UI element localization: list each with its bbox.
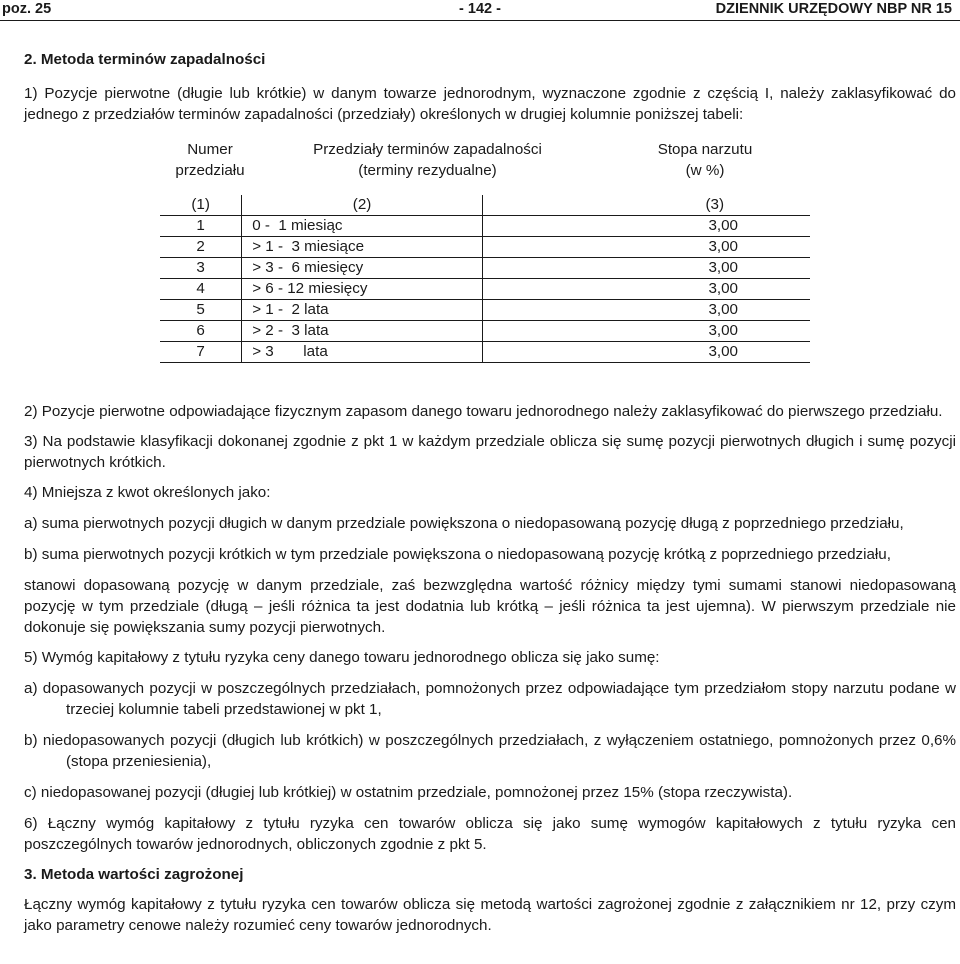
paragraph-2-4-summary: stanowi dopasowaną pozycję w danym przedziale, zaś bezwzględna wartość różnicy między tymi sumami stanowi niedopasowaną pozycję w tym przedziale (długą – jeśli różnica ta jest dodatnia lub krótką – jeśli różnica ta jest ujemna). W pierwszym przedziale nie dokonuje się powiększania sumy pozycji pierwotnych. [24,577,956,636]
paragraph-2-5b: b) niedopasowanych pozycji (długich lub krótkich) w poszczególnych przedziałach, z wyłączeniem ostatniego, pomnożonych przez 0,6% (stopa przeniesienia), [24,732,956,770]
paragraph-2-3: 3) Na podstawie klasyfikacji dokonanej zgodnie z pkt 1 w każdym przedziale oblicza się sumę pozycji pierwotnych długich i sumę pozycji pierwotnych krótkich. [24,433,956,471]
journal-title: DZIENNIK URZĘDOWY NBP NR 15 [715,1,952,17]
paragraph-2-4a: a) suma pierwotnych pozycji długich w danym przedziale powiększona o niedopasowaną pozycję długą z poprzedniego przedziału, [24,515,904,532]
paragraph-2-1: 1) Pozycje pierwotne (długie lub krótkie) w danym towarze jednorodnym, wyznaczone zgodnie z częścią I, należy zaklasyfikować do jednego z przedziałów terminów zapadalności (przedziały) określonych w drugiej kolumnie poniższej tabeli: [24,85,956,123]
table-row: 6 > 2 - 3 lata 3,00 [160,321,810,342]
section-2-title: 2. Metoda terminów zapadalności [24,51,266,68]
paragraph-2-2: 2) Pozycje pierwotne odpowiadające fizycznym zapasom danego towaru jednorodnego należy zaklasyfikować do pierwszego przedziału. [24,403,943,420]
paragraph-2-5: 5) Wymóg kapitałowy z tytułu ryzyka ceny danego towaru jednorodnego oblicza się jako sumę: [24,649,660,666]
table-row: 4 > 6 - 12 miesięcy 3,00 [160,279,810,300]
paragraph-2-5c: c) niedopasowanej pozycji (długiej lub krótkiej) w ostatnim przedziale, pomnożonej przez 15% (stopa rzeczywista). [24,784,793,801]
table-header-col2: Przedziały terminów zapadalności (terminy rezydualne) [313,141,542,179]
table-row: (1) (2) (3) [160,195,810,216]
paragraph-2-4: 4) Mniejsza z kwot określonych jako: [24,484,271,501]
position-label: poz. 25 [2,1,52,17]
table-header-col3: Stopa narzutu (w %) [657,141,753,179]
page-number: - 142 - [459,1,501,17]
paragraph-3-1: Łączny wymóg kapitałowy z tytułu ryzyka cen towarów oblicza się metodą wartości zagrożonej zgodnie z załącznikiem nr 12, przy czym jako parametry cenowe należy rozumieć ceny towarów jednorodnych. [24,896,956,934]
paragraph-2-6: 6) Łączny wymóg kapitałowy z tytułu ryzyka cen towarów oblicza się jako sumę wymogów kapitałowych z tytułu ryzyka cen poszczególnych towarów jednorodnych, obliczonych zgodnie z pkt 5. [24,815,956,853]
table-row: 5 > 1 - 2 lata 3,00 [160,300,810,321]
page-header [0,0,960,21]
table-row: 2 > 1 - 3 miesiące 3,00 [160,237,810,258]
section-3-title: 3. Metoda wartości zagrożonej [24,866,244,883]
table-header-col1: Numer przedziału [175,141,245,179]
document-body [0,49,960,936]
table-grid [160,195,810,363]
table-row: 3 > 3 - 6 miesięcy 3,00 [160,258,810,279]
table-row: 1 0 - 1 miesiąc 3,00 [160,216,810,237]
table-row: 7 > 3 lata 3,00 [160,342,810,363]
paragraph-2-4b: b) suma pierwotnych pozycji krótkich w tym przedziale powiększona o niedopasowaną pozycję krótką z poprzedniego przedziału, [24,546,891,563]
maturity-table [160,139,810,379]
paragraph-2-5a: a) dopasowanych pozycji w poszczególnych przedziałach, pomnożonych przez odpowiadające tym przedziałom stopy narzutu podane w trzeciej kolumnie tabeli przedstawionej w pkt 1, [24,680,956,718]
